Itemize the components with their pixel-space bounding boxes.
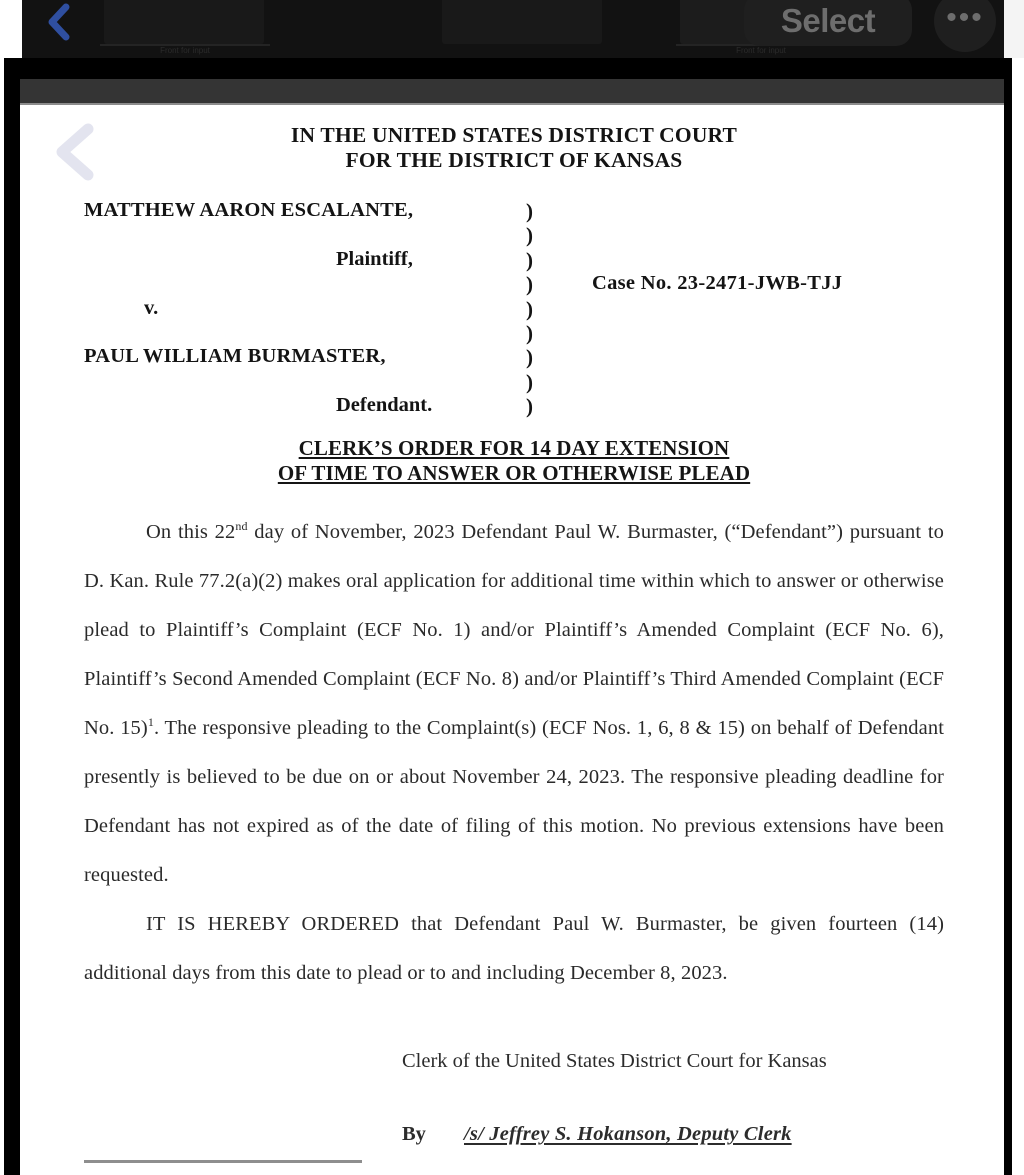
- court-header-line-1: IN THE UNITED STATES DISTRICT COURT: [290, 123, 738, 147]
- page-thumbnail[interactable]: [104, 0, 264, 44]
- page-thumbnail[interactable]: [442, 0, 602, 44]
- case-caption: [24, 199, 1004, 424]
- right-frame-rail: [1004, 58, 1012, 1175]
- order-title: [24, 436, 1004, 486]
- caption-paren: ): [526, 247, 533, 272]
- signature-row: [402, 1123, 1004, 1146]
- versus-label: v.: [144, 296, 159, 319]
- ellipsis-icon: •••: [946, 1, 984, 34]
- defendant-role: Defendant.: [336, 393, 433, 416]
- footnote-separator: [84, 1160, 362, 1163]
- paragraph-1-text-c: . The responsive pleading to the Complaint(s) (ECF Nos. 1, 6, 8 & 15) on behalf of Defendant presently is believed to be due on or about November 24, 2023. The responsive pleading deadline for Defendant has not expired as of the date of filing of this motion. No previous extensions have been requested.: [84, 716, 944, 886]
- caption-paren: ): [526, 223, 533, 248]
- defendant-name: PAUL WILLIAM BURMASTER,: [84, 344, 386, 367]
- caption-paren: ): [526, 198, 533, 223]
- caption-paren-column: [526, 199, 533, 419]
- toolbar-gap: [0, 58, 1024, 79]
- left-outer-edge: [0, 58, 4, 1175]
- deputy-clerk-signature: /s/ Jeffrey S. Hokanson, Deputy Clerk: [464, 1122, 792, 1145]
- paragraph-1-text-a: On this 22: [146, 520, 236, 543]
- signature-block: [24, 1050, 1004, 1146]
- caption-paren: ): [526, 320, 533, 345]
- select-button[interactable]: Select: [744, 0, 912, 46]
- toolbar-left-edge: [0, 0, 22, 58]
- more-options-button[interactable]: [934, 0, 996, 52]
- order-paragraph-1: [24, 508, 1004, 900]
- viewer-toolbar: [0, 0, 1024, 58]
- plaintiff-role: Plaintiff,: [336, 247, 413, 270]
- court-header-line-2: FOR THE DISTRICT OF KANSAS: [345, 147, 683, 172]
- order-title-line-1: CLERK’S ORDER FOR 14 DAY EXTENSION: [298, 435, 730, 460]
- footnote-marker: 1: [147, 715, 154, 730]
- page-top-band: [20, 79, 1004, 105]
- right-outer-edge: [1012, 58, 1024, 1175]
- paragraph-1-text-b: day of November, 2023 Defendant Paul W. Burmaster, (“Defendant”) pursuant to D. Kan. Rule 77.2(a)(2) makes oral application for additional time within which to answer or otherwise plead to Plaintiff’s Complaint (ECF No. 1) and/or Plaintiff’s Amended Complaint (ECF No. 6), Plaintiff’s Second Amended Complaint (ECF No. 8) and/or Plaintiff’s Third Amended Complaint (ECF No. 15): [84, 520, 944, 739]
- caption-paren: ): [526, 394, 533, 419]
- order-title-line-2: OF TIME TO ANSWER OR OTHERWISE PLEAD: [277, 460, 751, 485]
- case-number: Case No. 23-2471-JWB-TJJ: [592, 271, 843, 294]
- chevron-left-icon[interactable]: [46, 2, 72, 42]
- caption-paren: ): [526, 296, 533, 321]
- court-header: [24, 123, 1004, 173]
- toolbar-right-edge: [1004, 0, 1024, 58]
- caption-paren: ): [526, 272, 533, 297]
- by-label: By: [402, 1122, 426, 1145]
- caption-paren: ): [526, 345, 533, 370]
- caption-paren: ): [526, 369, 533, 394]
- ordinal-suffix: nd: [235, 519, 248, 534]
- clerk-line: Clerk of the United States District Court for Kansas: [402, 1049, 827, 1072]
- plaintiff-name: MATTHEW AARON ESCALANTE,: [84, 198, 414, 221]
- thumbnail-caption: Front for input: [736, 46, 786, 55]
- document-page[interactable]: [24, 105, 1004, 1175]
- order-paragraph-2: IT IS HEREBY ORDERED that Defendant Paul W. Burmaster, be given fourteen (14) additional days from this date to plead or to and including December 8, 2023.: [84, 912, 944, 984]
- court-order-document: [24, 105, 1004, 1146]
- thumbnail-caption: Front for input: [160, 46, 210, 55]
